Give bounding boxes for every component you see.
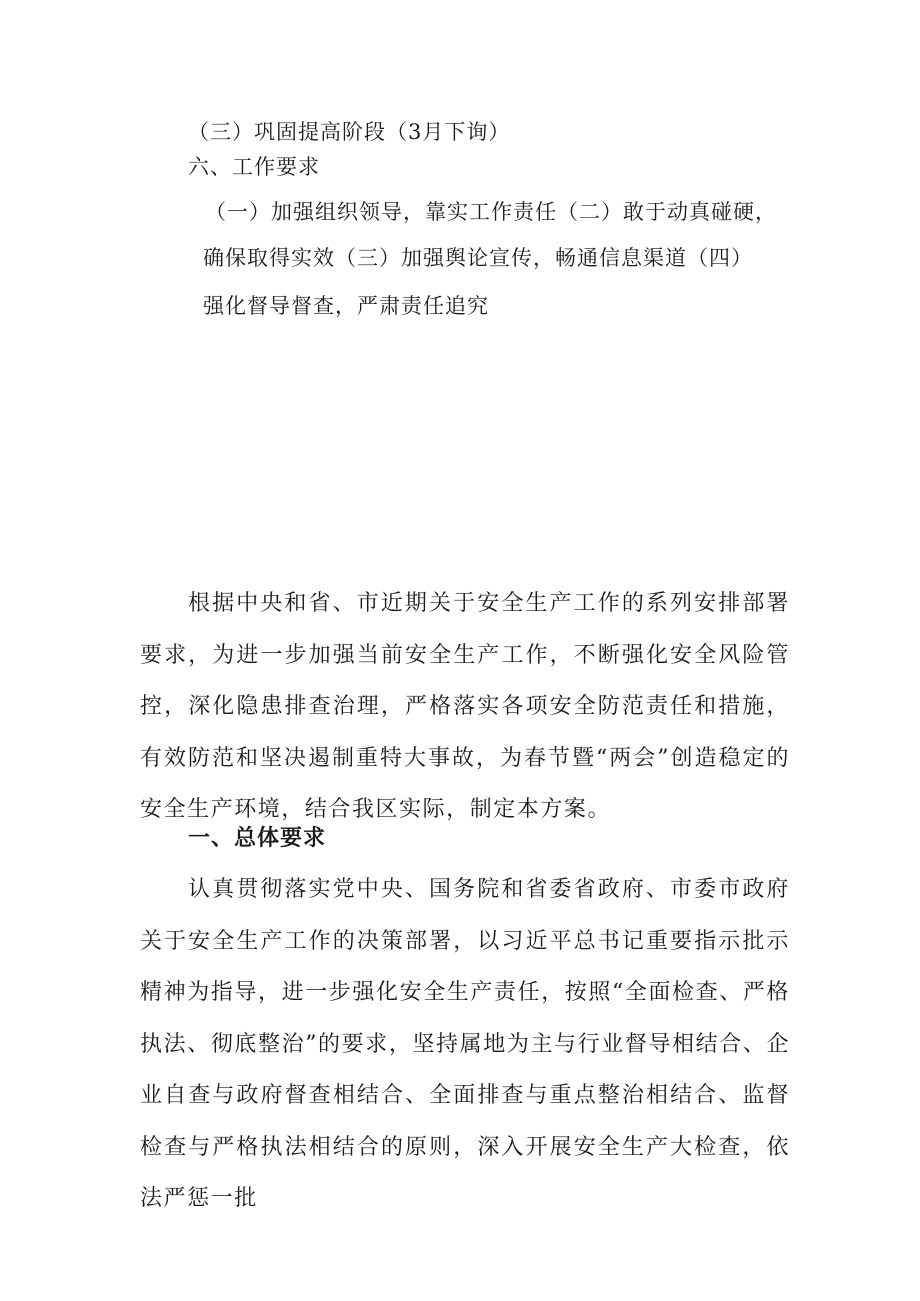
requirements-line: 于安全生产工作的决策部署，以习近平总书记重要指示批示精神 (140, 928, 790, 1005)
toc-requirement-line-2: 确保取得实效（三）加强舆论宣传，畅通信息渠道（四） (203, 246, 753, 270)
section-heading-overall-requirements: 一、总体要求 (188, 826, 327, 851)
requirements-line: 与政府督查相结合、全面排查与重点整治相结合、监督检查与严 (140, 1083, 791, 1160)
requirements-line: 认真贯彻落实党中央、国务院和省委省政府、市委市政府关 (140, 877, 790, 954)
intro-line: 产环境，结合我区实际，制定本方案。 (210, 797, 612, 822)
intro-line: 根据中央和省、市近期关于安全生产工作的系列安排部署要 (140, 591, 790, 668)
requirements-paragraph (140, 864, 790, 1225)
requirements-line: 为指导，进一步强化安全生产责任，按照“全面检查、严格执法、 (140, 980, 790, 1057)
toc-section-6: 六、工作要求 (188, 155, 320, 179)
toc-requirement-line-1: （一）加强组织领导，靠实工作责任（二）敢于动真碰硬， (205, 200, 777, 224)
intro-line: 求，为进一步加强当前安全生产工作，不断强化安全风险管控， (140, 642, 790, 719)
requirements-line: 彻底整治”的要求，坚持属地为主与行业督导相结合、企业自查 (140, 1031, 791, 1108)
toc-stage-3: （三）巩固提高阶段（3月下询） (188, 120, 511, 144)
intro-line: 深化隐患排查治理，严格落实各项安全防范责任和措施，有效防 (140, 694, 790, 771)
requirements-line: 格执法相结合的原则，深入开展安全生产大检查，依法严惩一批 (140, 1134, 791, 1211)
intro-line: 范和坚决遏制重特大事故，为春节暨“两会”创造稳定的安全生 (140, 745, 790, 822)
intro-paragraph (140, 578, 790, 836)
toc-requirement-line-3: 强化督导督查，严肃责任追究 (203, 294, 489, 318)
